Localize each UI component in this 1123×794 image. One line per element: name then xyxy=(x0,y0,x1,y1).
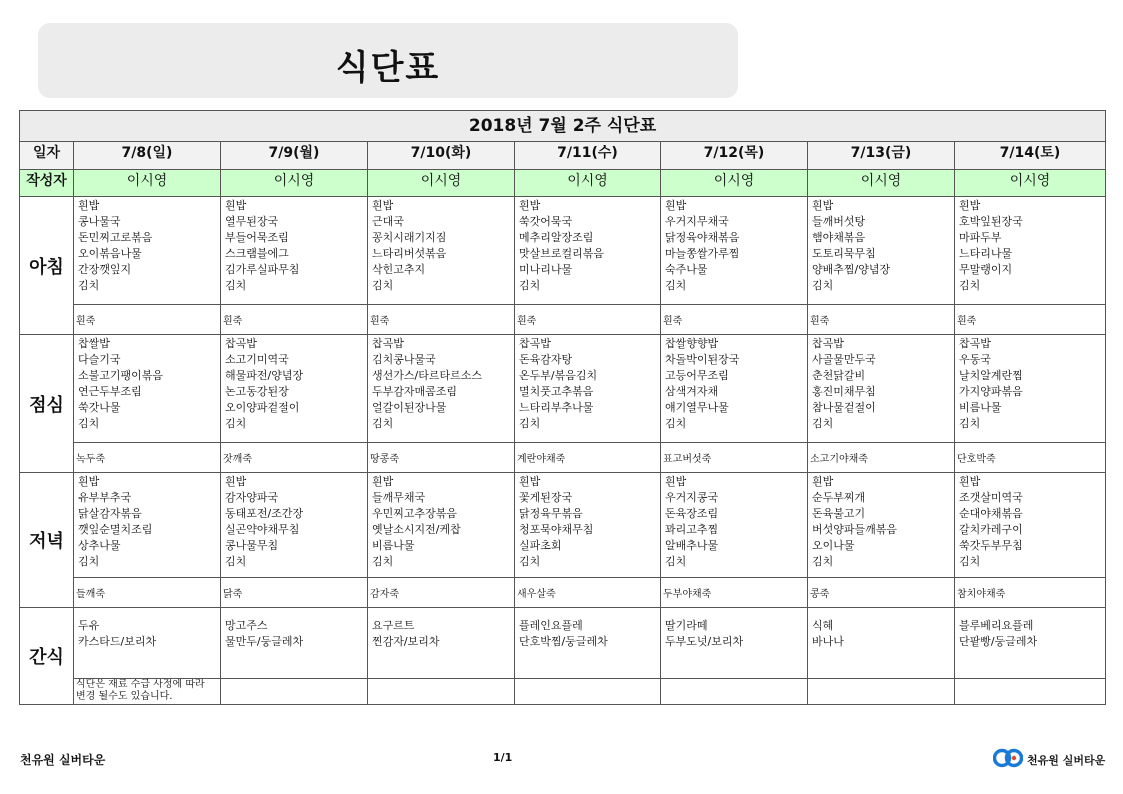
snack-cell xyxy=(74,608,221,679)
lunch-porridge-cell xyxy=(955,443,1106,473)
menu-item: 찹쌀향향밥 xyxy=(665,337,719,350)
snack-item: 딸기라떼 xyxy=(665,619,708,632)
note-line: 식단은 재료 수급 사정에 따라 xyxy=(76,679,205,690)
menu-item: 순두부찌개 xyxy=(812,491,866,504)
empty-cell xyxy=(661,679,808,705)
snack-item: 두유 xyxy=(78,619,100,632)
menu-item: 꽁치시래기지짐 xyxy=(372,231,447,244)
menu-item: 고등어무조림 xyxy=(665,369,729,382)
menu-item: 찹곡밥 xyxy=(812,337,844,350)
date-header: 7/8(일) xyxy=(74,142,221,170)
menu-item: 김치 xyxy=(665,417,687,430)
lunch-porridge-cell xyxy=(661,443,808,473)
menu-item: 흰밥 xyxy=(225,475,247,488)
porridge-item: 새우살죽 xyxy=(517,589,556,600)
snack-item: 요구르트 xyxy=(372,619,415,632)
snack-items xyxy=(955,608,1105,650)
lunch-label: 점심 xyxy=(20,335,74,473)
menu-item: 느타리버섯볶음 xyxy=(372,247,447,260)
menu-item: 스크램블에그 xyxy=(225,247,289,260)
dinner-porridge-cell xyxy=(661,578,808,608)
porridge-item: 흰죽 xyxy=(223,316,243,327)
menu-item: 마파두부 xyxy=(959,231,1002,244)
menu-item: 돈육감자탕 xyxy=(519,353,573,366)
menu-item: 홍진미채무침 xyxy=(812,385,876,398)
menu-item: 느타리부추나물 xyxy=(519,401,594,414)
menu-item: 김치 xyxy=(519,555,541,568)
snack-cell xyxy=(368,608,515,679)
page-title-box xyxy=(38,23,738,98)
menu-item: 부들어묵조림 xyxy=(225,231,289,244)
menu-item: 돈육불고기 xyxy=(812,507,866,520)
dinner-cell xyxy=(661,473,808,578)
porridge-item: 참치야채죽 xyxy=(957,589,1006,600)
breakfast-porridge-cell xyxy=(955,305,1106,335)
breakfast-items xyxy=(808,197,954,294)
menu-item: 근대국 xyxy=(372,215,404,228)
menu-item: 김치 xyxy=(372,279,394,292)
dinner-porridge-cell xyxy=(515,578,661,608)
breakfast-cell xyxy=(955,197,1106,305)
menu-item: 생선가스/타르타르소스 xyxy=(372,369,482,382)
menu-item: 숙주나물 xyxy=(665,263,708,276)
menu-item: 흰밥 xyxy=(372,199,394,212)
dinner-items xyxy=(955,473,1105,570)
menu-item: 김치 xyxy=(519,417,541,430)
lunch-items xyxy=(515,335,660,432)
menu-item: 닭정육야채볶음 xyxy=(665,231,740,244)
porridge-item: 흰죽 xyxy=(810,316,830,327)
menu-item: 쑥갓두부무침 xyxy=(959,539,1023,552)
snack-cell xyxy=(661,608,808,679)
menu-item: 닭살감자볶음 xyxy=(78,507,142,520)
writer-name: 이시영 xyxy=(955,170,1106,197)
breakfast-items xyxy=(221,197,367,294)
menu-item: 사골물만두국 xyxy=(812,353,876,366)
menu-item: 흰밥 xyxy=(665,475,687,488)
menu-item: 실곤약야채무침 xyxy=(225,523,300,536)
menu-item: 두부감자매콤조림 xyxy=(372,385,458,398)
breakfast-label: 아침 xyxy=(20,197,74,335)
menu-item: 해물파전/양념장 xyxy=(225,369,304,382)
porridge-item: 흰죽 xyxy=(76,316,96,327)
menu-item: 소불고기팽이볶음 xyxy=(78,369,164,382)
menu-item: 삭힌고추지 xyxy=(372,263,426,276)
menu-item: 알배추나물 xyxy=(665,539,719,552)
dinner-cell xyxy=(368,473,515,578)
menu-item: 상추나물 xyxy=(78,539,121,552)
menu-item: 실파초회 xyxy=(519,539,562,552)
menu-item: 간장깻잎지 xyxy=(78,263,132,276)
porridge-item: 감자죽 xyxy=(370,589,399,600)
menu-item: 삼색겨자채 xyxy=(665,385,719,398)
menu-item: 흰밥 xyxy=(519,475,541,488)
snack-item: 카스타드/보리차 xyxy=(78,635,157,648)
menu-item: 열무된장국 xyxy=(225,215,279,228)
menu-item: 춘천닭갈비 xyxy=(812,369,866,382)
snack-cell xyxy=(221,608,368,679)
lunch-cell xyxy=(661,335,808,443)
writer-name: 이시영 xyxy=(368,170,515,197)
date-header: 7/14(토) xyxy=(955,142,1106,170)
lunch-row xyxy=(20,335,1106,443)
breakfast-porridge-row xyxy=(20,305,1106,335)
menu-item: 비름나물 xyxy=(959,401,1002,414)
date-header: 7/9(월) xyxy=(221,142,368,170)
date-header: 7/10(화) xyxy=(368,142,515,170)
menu-change-note xyxy=(74,679,220,703)
menu-item: 온두부/볶음김치 xyxy=(519,369,598,382)
menu-item: 김치 xyxy=(78,279,100,292)
writer-name: 이시영 xyxy=(515,170,661,197)
dinner-items xyxy=(368,473,514,570)
dinner-items xyxy=(661,473,807,570)
porridge-item: 닭죽 xyxy=(223,589,243,600)
porridge-item: 잣깨죽 xyxy=(223,454,252,465)
breakfast-porridge-cell xyxy=(74,305,221,335)
menu-item: 흰밥 xyxy=(225,199,247,212)
menu-item: 김치 xyxy=(372,417,394,430)
menu-item: 도토리묵무침 xyxy=(812,247,876,260)
menu-item: 우동국 xyxy=(959,353,991,366)
snack-item: 블루베리요플레 xyxy=(959,619,1034,632)
menu-item: 쑥갓나물 xyxy=(78,401,121,414)
menu-item: 햄야채볶음 xyxy=(812,231,866,244)
menu-item: 꽃게된장국 xyxy=(519,491,573,504)
porridge-item: 계란야채죽 xyxy=(517,454,566,465)
date-label: 일자 xyxy=(20,142,74,170)
empty-cell xyxy=(955,679,1106,705)
menu-item: 버섯양파들깨볶음 xyxy=(812,523,898,536)
menu-item: 김치 xyxy=(812,417,834,430)
snack-item: 두부도넛/보리차 xyxy=(665,635,744,648)
writer-row xyxy=(20,170,1106,197)
lunch-cell xyxy=(221,335,368,443)
breakfast-porridge-cell xyxy=(515,305,661,335)
porridge-item: 흰죽 xyxy=(517,316,537,327)
snack-item: 플레인요플레 xyxy=(519,619,583,632)
menu-item: 돈민찌고로볶음 xyxy=(78,231,153,244)
dinner-porridge-cell xyxy=(808,578,955,608)
lunch-porridge-cell xyxy=(368,443,515,473)
menu-item: 흰밥 xyxy=(372,475,394,488)
menu-item: 차돌박이된장국 xyxy=(665,353,740,366)
menu-item: 느타리나물 xyxy=(959,247,1013,260)
dinner-items xyxy=(515,473,660,570)
menu-item: 들깨무채국 xyxy=(372,491,426,504)
menu-item: 김치 xyxy=(225,279,247,292)
menu-item: 순대야채볶음 xyxy=(959,507,1023,520)
menu-item: 김치 xyxy=(959,279,981,292)
footer-org-name: 천유원 실버타운 xyxy=(20,753,106,767)
menu-item: 오이양파겉절이 xyxy=(225,401,300,414)
lunch-items xyxy=(661,335,807,432)
menu-item: 다슬기국 xyxy=(78,353,121,366)
menu-item: 김가루실파무침 xyxy=(225,263,300,276)
menu-item: 흰밥 xyxy=(665,199,687,212)
menu-item: 멸치풋고추볶음 xyxy=(519,385,594,398)
menu-item: 옛날소시지전/케찹 xyxy=(372,523,461,536)
lunch-items xyxy=(74,335,220,432)
note-row xyxy=(20,679,1106,705)
note-line: 변경 될수도 있습니다. xyxy=(76,691,173,702)
lunch-porridge-row xyxy=(20,443,1106,473)
menu-item: 김치 xyxy=(665,555,687,568)
cheonyuwon-logo-icon xyxy=(993,746,1023,770)
breakfast-items xyxy=(515,197,660,294)
dinner-porridge-cell xyxy=(221,578,368,608)
breakfast-row xyxy=(20,197,1106,305)
porridge-item: 표고버섯죽 xyxy=(663,454,712,465)
empty-cell xyxy=(221,679,368,705)
menu-item: 가지양파볶음 xyxy=(959,385,1023,398)
breakfast-cell xyxy=(74,197,221,305)
menu-caption: 2018년 7월 2주 식단표 xyxy=(20,111,1106,142)
breakfast-items xyxy=(74,197,220,294)
menu-item: 날치알계란찜 xyxy=(959,369,1023,382)
menu-item: 김치 xyxy=(225,417,247,430)
dinner-label: 저녁 xyxy=(20,473,74,608)
dinner-porridge-cell xyxy=(368,578,515,608)
menu-item: 김치 xyxy=(519,279,541,292)
menu-item: 흰밥 xyxy=(812,475,834,488)
breakfast-items xyxy=(368,197,514,294)
menu-item: 오이볶음나물 xyxy=(78,247,142,260)
porridge-item: 녹두죽 xyxy=(76,454,105,465)
empty-cell xyxy=(368,679,515,705)
breakfast-porridge-cell xyxy=(368,305,515,335)
porridge-item: 두부야채죽 xyxy=(663,589,712,600)
menu-item: 논고동강된장 xyxy=(225,385,289,398)
porridge-item: 땅콩죽 xyxy=(370,454,399,465)
snack-items xyxy=(221,608,367,650)
menu-item: 얼갈이된장나물 xyxy=(372,401,447,414)
dinner-row xyxy=(20,473,1106,578)
lunch-cell xyxy=(368,335,515,443)
snack-items xyxy=(368,608,514,650)
menu-item: 우거지콩국 xyxy=(665,491,719,504)
menu-item: 조갯살미역국 xyxy=(959,491,1023,504)
dinner-cell xyxy=(74,473,221,578)
menu-item: 흰밥 xyxy=(812,199,834,212)
menu-item: 유부부추국 xyxy=(78,491,132,504)
menu-item: 돈육장조림 xyxy=(665,507,719,520)
menu-item: 콩나물국 xyxy=(78,215,121,228)
menu-item: 김치 xyxy=(959,417,981,430)
menu-item: 동태포전/조간장 xyxy=(225,507,304,520)
dinner-cell xyxy=(955,473,1106,578)
menu-item: 쑥갓어묵국 xyxy=(519,215,573,228)
writer-name: 이시영 xyxy=(221,170,368,197)
snack-items xyxy=(661,608,807,650)
breakfast-cell xyxy=(368,197,515,305)
lunch-items xyxy=(808,335,954,432)
dinner-porridge-row xyxy=(20,578,1106,608)
porridge-item: 흰죽 xyxy=(370,316,390,327)
lunch-items xyxy=(955,335,1105,432)
menu-item: 찹곡밥 xyxy=(959,337,991,350)
snack-items xyxy=(74,608,220,650)
menu-item: 김치 xyxy=(225,555,247,568)
snack-item: 바나나 xyxy=(812,635,844,648)
porridge-item: 흰죽 xyxy=(663,316,683,327)
menu-item: 무말랭이지 xyxy=(959,263,1013,276)
footer-logo-text: 천유원 실버타운 xyxy=(1027,754,1106,767)
lunch-porridge-cell xyxy=(221,443,368,473)
snack-item: 단호박찜/둥글레차 xyxy=(519,635,608,648)
snack-items xyxy=(808,608,954,650)
menu-item: 우민찌고추장볶음 xyxy=(372,507,458,520)
snack-cell xyxy=(808,608,955,679)
menu-item: 비름나물 xyxy=(372,539,415,552)
menu-item: 메추리알장조림 xyxy=(519,231,594,244)
note-cell xyxy=(74,679,221,705)
menu-item: 흰밥 xyxy=(959,475,981,488)
breakfast-cell xyxy=(515,197,661,305)
menu-item: 찹쌀밥 xyxy=(78,337,110,350)
menu-item: 흰밥 xyxy=(519,199,541,212)
menu-item: 연근두부조림 xyxy=(78,385,142,398)
snack-item: 단팥빵/둥글레차 xyxy=(959,635,1038,648)
menu-item: 닭정육무볶음 xyxy=(519,507,583,520)
lunch-porridge-cell xyxy=(74,443,221,473)
menu-table xyxy=(19,110,1106,705)
snack-label: 간식 xyxy=(20,608,74,705)
empty-cell xyxy=(808,679,955,705)
footer-page-number: 1/1 xyxy=(493,751,513,764)
writer-name: 이시영 xyxy=(661,170,808,197)
snack-cell xyxy=(515,608,661,679)
lunch-cell xyxy=(74,335,221,443)
menu-item: 소고기미역국 xyxy=(225,353,289,366)
menu-item: 호박잎된장국 xyxy=(959,215,1023,228)
menu-item: 갈치카레구이 xyxy=(959,523,1023,536)
snack-item: 찐감자/보리차 xyxy=(372,635,440,648)
lunch-porridge-cell xyxy=(808,443,955,473)
lunch-cell xyxy=(955,335,1106,443)
snack-cell xyxy=(955,608,1106,679)
porridge-item: 콩죽 xyxy=(810,589,830,600)
lunch-cell xyxy=(808,335,955,443)
snack-row xyxy=(20,608,1106,679)
dinner-items xyxy=(74,473,220,570)
porridge-item: 들깨죽 xyxy=(76,589,105,600)
lunch-porridge-cell xyxy=(515,443,661,473)
menu-item: 김치 xyxy=(78,417,100,430)
menu-item: 흰밥 xyxy=(78,199,100,212)
breakfast-porridge-cell xyxy=(808,305,955,335)
porridge-item: 단호박죽 xyxy=(957,454,996,465)
breakfast-items xyxy=(955,197,1105,294)
snack-item: 식혜 xyxy=(812,619,834,632)
menu-item: 김치 xyxy=(665,279,687,292)
dinner-cell xyxy=(221,473,368,578)
breakfast-cell xyxy=(661,197,808,305)
menu-item: 감자양파국 xyxy=(225,491,279,504)
date-row xyxy=(20,142,1106,170)
menu-item: 마늘쫑쌀가루찜 xyxy=(665,247,740,260)
breakfast-cell xyxy=(808,197,955,305)
breakfast-items xyxy=(661,197,807,294)
breakfast-porridge-cell xyxy=(221,305,368,335)
menu-item: 김치 xyxy=(812,279,834,292)
dinner-porridge-cell xyxy=(74,578,221,608)
writer-name: 이시영 xyxy=(74,170,221,197)
menu-item: 참나물겉절이 xyxy=(812,401,876,414)
menu-item: 김치 xyxy=(372,555,394,568)
porridge-item: 흰죽 xyxy=(957,316,977,327)
menu-item: 양배추찜/양념장 xyxy=(812,263,891,276)
menu-item: 청포묵야채무침 xyxy=(519,523,594,536)
menu-item: 흰밥 xyxy=(959,199,981,212)
menu-item: 김치 xyxy=(959,555,981,568)
menu-item: 우거지무채국 xyxy=(665,215,729,228)
snack-items xyxy=(515,608,660,650)
breakfast-porridge-cell xyxy=(661,305,808,335)
dinner-items xyxy=(808,473,954,570)
date-header: 7/11(수) xyxy=(515,142,661,170)
lunch-items xyxy=(368,335,514,432)
menu-item: 김치콩나물국 xyxy=(372,353,436,366)
menu-item: 찹곡밥 xyxy=(519,337,551,350)
dinner-cell xyxy=(515,473,661,578)
menu-item: 맛살브로컬리볶음 xyxy=(519,247,605,260)
menu-item: 찹곡밥 xyxy=(225,337,257,350)
lunch-cell xyxy=(515,335,661,443)
writer-label: 작성자 xyxy=(20,170,74,197)
menu-item: 얘기열무나물 xyxy=(665,401,729,414)
date-header: 7/13(금) xyxy=(808,142,955,170)
page-title: 식단표 xyxy=(335,48,441,88)
menu-item: 김치 xyxy=(812,555,834,568)
empty-cell xyxy=(515,679,661,705)
porridge-item: 소고기야채죽 xyxy=(810,454,868,465)
dinner-cell xyxy=(808,473,955,578)
menu-item: 오이나물 xyxy=(812,539,855,552)
menu-item: 흰밥 xyxy=(78,475,100,488)
snack-item: 물만두/둥글레차 xyxy=(225,635,304,648)
menu-item: 꽈리고추찜 xyxy=(665,523,719,536)
menu-item: 깻잎순멸치조림 xyxy=(78,523,153,536)
dinner-items xyxy=(221,473,367,570)
caption-row xyxy=(20,111,1106,142)
snack-item: 망고주스 xyxy=(225,619,268,632)
menu-item: 콩나물무침 xyxy=(225,539,279,552)
menu-item: 김치 xyxy=(78,555,100,568)
menu-item: 미나리나물 xyxy=(519,263,573,276)
dinner-porridge-cell xyxy=(955,578,1106,608)
date-header: 7/12(목) xyxy=(661,142,808,170)
menu-item: 찹곡밥 xyxy=(372,337,404,350)
breakfast-cell xyxy=(221,197,368,305)
menu-item: 들깨버섯탕 xyxy=(812,215,866,228)
writer-name: 이시영 xyxy=(808,170,955,197)
lunch-items xyxy=(221,335,367,432)
